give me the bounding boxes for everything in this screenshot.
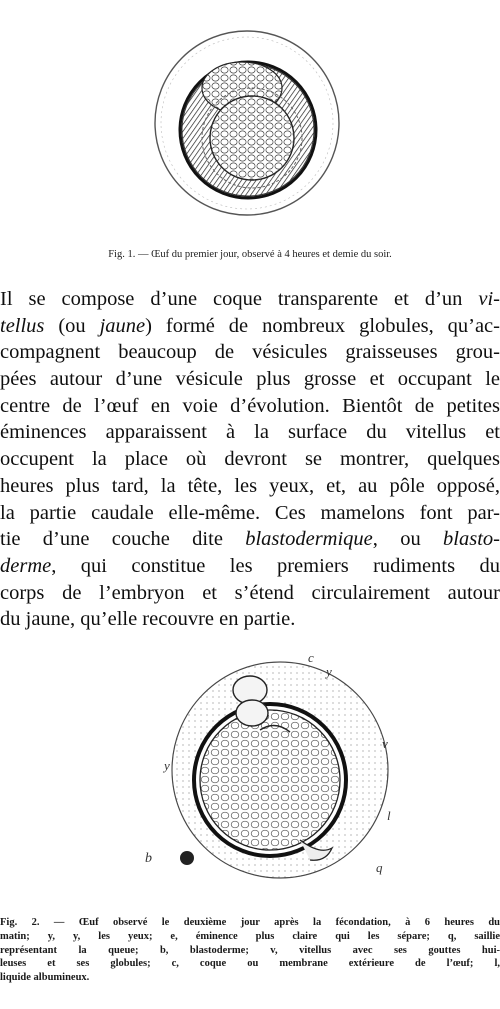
paragraph-line: corps de l’embryon et s’étend circulairement autour [0,581,500,604]
body-paragraph [0,286,500,633]
paragraph-line: tie d’une couche dite blastodermique, ou blasto- [0,528,500,551]
label-c: c [308,650,314,665]
figure-2-caption-line: représentant la queue; b, blastoderme; v, vitellus avec ses gouttes hui- [0,944,500,956]
paragraph-line: heures plus tard, la tête, les yeux, et, au pôle opposé, [0,474,500,497]
paragraph-line: pées autour d’une vésicule plus grosse et occupant le [0,368,500,391]
figure-2-caption-line: matin; y, y, les yeux; e, éminence plus claire qui les sépare; q, saillie [0,930,500,942]
figure-1-egg-illustration [130,18,365,228]
figure-2-caption-line: Fig. 2. — Œuf observé le deuxième jour après la fécondation, à 6 heures du [0,917,500,928]
figure-2-egg-illustration [145,640,410,900]
label-y: y [326,664,332,679]
label-q: q [376,860,383,875]
figure-2-caption [0,916,500,985]
label-l: l [387,808,391,823]
label-v: v [382,736,388,751]
figure-2-caption-line: leuses et ses globules; c, coque ou membrane extérieure de l’œuf; l, [0,958,500,970]
paragraph-line: centre de l’œuf en voie d’évolution. Bientôt de petites [0,394,500,417]
figure-1-caption [0,248,500,261]
paragraph-line: derme, qui constitue les premiers rudiments du [0,554,500,577]
paragraph-line: tellus (ou jaune) formé de nombreux globules, qu’ac- [0,314,500,337]
figure-2-caption-line: liquide albumineux. [0,972,90,984]
paragraph-line: Il se compose d’une coque transparente et d’un vi- [0,288,500,310]
figure-1-number: Fig. 1. [108,249,136,260]
paragraph-line: occupent la place où devront se montrer, quelques [0,448,500,471]
paragraph-line: compagnent beaucoup de vésicules graisseuses grou- [0,341,500,364]
paragraph-line: la partie caudale elle-même. Ces mamelons font par- [0,501,500,524]
label-b: b [145,851,152,866]
paragraph-line: du jaune, qu’elle recouvre en partie. [0,608,296,631]
figure-1-caption-text: — Œuf du premier jour, observé à 4 heures et demie du soir. [137,249,392,260]
paragraph-line: éminences apparaissent à la surface du vitellus et [0,421,500,444]
label-y-left: y [164,758,170,773]
